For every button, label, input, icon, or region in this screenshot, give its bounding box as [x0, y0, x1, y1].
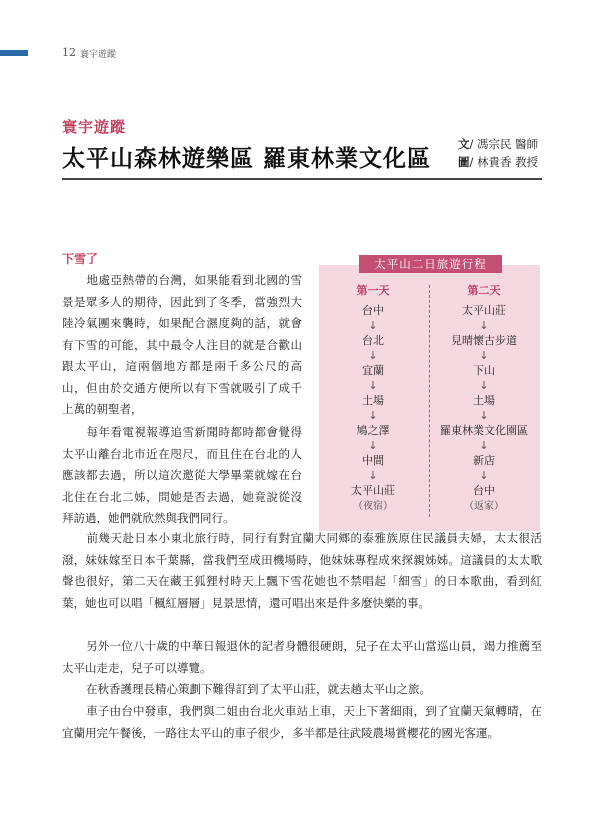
- down-arrow-icon: ↓: [368, 349, 378, 362]
- byline-author-role: 文: [458, 137, 470, 151]
- day1-note: （夜宿）: [353, 501, 393, 512]
- itinerary-stop: 台中: [362, 304, 384, 317]
- article-paragraph: 另外一位八十歲的中華日報退休的記者身體很硬朗，兒子在太平山當巡山員，竭力推薦至太平山走走，兒子可以導覽。: [62, 639, 542, 675]
- page-number: 12: [62, 46, 76, 59]
- down-arrow-icon: ↓: [479, 379, 489, 392]
- itinerary-stop: 見晴懷古步道: [451, 334, 517, 347]
- title-divider: [62, 178, 542, 180]
- article-paragraph: 每年看電視報導追雪新聞時都時都會覺得太平山離台北市近在咫尺，而且住在台北的人應該都去過，所以這次邀從大學畢業就嫁在台北住在台北二姊，問她是否去過，她竟說從沒拜訪過，她們就欣然與我們同行。: [62, 425, 302, 525]
- itinerary-stop: 土場: [362, 394, 384, 407]
- itinerary-stop: 台北: [362, 334, 384, 347]
- byline: [458, 135, 538, 171]
- running-header: 寰宇遊蹤: [80, 50, 117, 60]
- down-arrow-icon: ↓: [479, 319, 489, 332]
- down-arrow-icon: ↓: [368, 469, 378, 482]
- down-arrow-icon: ↓: [479, 439, 489, 452]
- down-arrow-icon: ↓: [368, 409, 378, 422]
- down-arrow-icon: ↓: [479, 409, 489, 422]
- byline-author-name: / 馮宗民 醫師: [469, 137, 539, 151]
- byline-photographer-name: / 林貴香 教授: [469, 155, 539, 169]
- itinerary-stop: 太平山莊: [462, 304, 506, 317]
- itinerary-day1: [318, 283, 428, 515]
- down-arrow-icon: ↓: [479, 349, 489, 362]
- day2-note: （返家）: [464, 501, 504, 512]
- itinerary-stop: 鳩之澤: [356, 424, 390, 437]
- down-arrow-icon: ↓: [479, 469, 489, 482]
- itinerary-stop: 新店: [473, 454, 495, 467]
- down-arrow-icon: ↓: [368, 439, 378, 452]
- day2-heading: 第二天: [467, 284, 501, 297]
- down-arrow-icon: ↓: [368, 319, 378, 332]
- section-heading: 下雪了: [62, 252, 99, 266]
- article-paragraph: 地處亞熱帶的台灣，如果能看到北國的雪景是眾多人的期待，因此到了冬季，當強烈大陸冷氣團來襲時，如果配合濕度夠的話，就會有下雪的可能，其中最令人注目的就是合歡山跟太平山，這兩個地方都是兩千多公尺的高山，但由於交通方便所以有下雪就吸引了成千上萬的朝聖者，: [62, 273, 302, 416]
- article-paragraph: 車子由台中發車，我們與二姐由台北火車站上車，天上下著細雨，到了宜蘭天氣轉晴，在宜蘭用完午餐後，一路往太平山的車子很少，多半都是往武陵農場賞櫻花的國光客運。: [62, 704, 542, 740]
- itinerary-title: 太平山二日旅遊行程: [359, 255, 502, 273]
- itinerary-stop: 下山: [473, 364, 495, 377]
- article-paragraph: 前幾天赴日本小東北旅行時，同行有對宜蘭大同鄉的泰雅族原住民議員夫婦，太太很活潑，妹妹嫁至日本千葉縣，當我們至成田機場時，他妹妹專程成來探親姊姊。這議員的太太歌聲也很好，第二天在藏王狐狸村時天上飄下雪花她也不禁唱起「細雪」的日本歌曲，看到紅葉，她也可以唱「楓紅層層」見景思情，還可唱出來是件多麼快樂的事。: [62, 531, 542, 610]
- itinerary-stop: 羅東林業文化園區: [440, 424, 528, 437]
- itinerary-stop: 太平山莊: [351, 484, 395, 497]
- itinerary-stop: 台中: [473, 484, 495, 497]
- day1-heading: 第一天: [356, 284, 390, 297]
- down-arrow-icon: ↓: [368, 379, 378, 392]
- itinerary-stop: 土場: [473, 394, 495, 407]
- header-accent-bar: [0, 50, 28, 56]
- article-title: 太平山森林遊樂區 羅東林業文化區: [62, 146, 432, 172]
- article-paragraph: 在秋香護理長精心策劃下難得訂到了太平山莊，就去趟太平山之旅。: [86, 682, 431, 696]
- column-kicker: 寰宇遊蹤: [62, 118, 127, 136]
- byline-author: [458, 135, 538, 153]
- byline-photographer-role: 圖: [458, 155, 470, 169]
- itinerary-stop: 中間: [362, 454, 384, 467]
- itinerary-day2: [429, 283, 539, 515]
- byline-photographer: [458, 153, 538, 171]
- itinerary-stop: 宜蘭: [362, 364, 384, 377]
